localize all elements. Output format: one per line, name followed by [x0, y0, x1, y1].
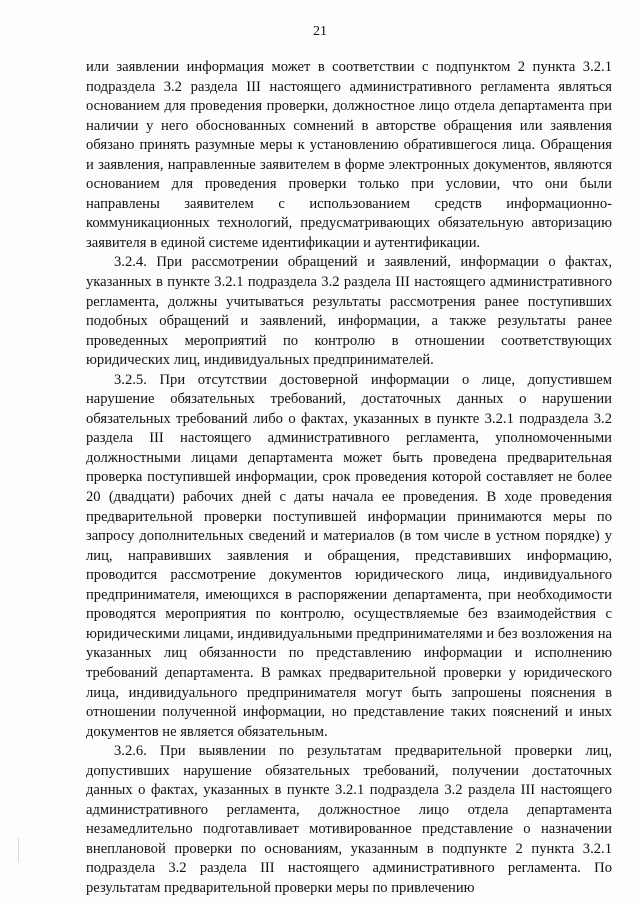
scan-margin-mark	[18, 838, 29, 862]
paragraph-clause-3-2-6: 3.2.6. При выявлении по результатам предварительной проверки лиц, допустивших нарушение обязательных требований, получении достаточных данных о фактах, указанных в пункте 3.2.1 подраздела 3.2 раздела III настоящего административного регламента, должностное лицо отдела департамента незамедлительно подготавливает мотивированное представление о назначении внеплановой проверки по основаниям, указанным в подпункте 2 пункта 3.2.1 подраздела 3.2 раздела III настоящего административного регламента. По результатам предварительной проверки меры по привлечению	[86, 743, 612, 896]
page-number: 21	[313, 24, 327, 39]
paragraph-clause-3-2-4: 3.2.4. При рассмотрении обращений и заявлений, информации о фактах, указанных в пункте 3.2.1 подраздела 3.2 раздела III настоящего административного регламента, должны учитываться результаты рассмотрения ранее поступивших подобных обращений и заявлений, информации, а также результаты ранее проведенных мероприятий по контролю в отношении соответствующих юридических лиц, индивидуальных предпринимателей.	[86, 254, 612, 369]
paragraph-clause-3-2-5: 3.2.5. При отсутствии достоверной информации о лице, допустившем нарушение обязательных требований, достаточных данных о нарушении обязательных требований либо о фактах, указанных в пункте 3.2.1 подраздела 3.2 раздела III настоящего административного регламента, уполномоченными должностными лицами департамента может быть проведена предварительная проверка поступившей информации, срок проведения которой составляет не более 20 (двадцати) рабочих дней с даты начала ее проведения. В ходе проведения предварительной проверки поступившей информации принимаются меры по запросу дополнительных сведений и материалов (в том числе в устном порядке) у лиц, направивших заявления и обращения, представивших информацию, проводится рассмотрение документов юридического лица, индивидуального предпринимателя, имеющихся в распоряжении департамента, при необходимости проводятся мероприятия по контролю, осуществляемые без взаимодействия с юридическими лицами, индивидуальными предпринимателями и без возложения на указанных лиц обязанности по представлению информации и исполнению требований департамента. В рамках предварительной проверки у юридического лица, индивидуального предпринимателя могут быть запрошены пояснения в отношении полученной информации, но представление таких пояснений и иных документов не является обязательным.	[86, 371, 612, 740]
document-body	[86, 58, 612, 899]
paragraph-continuation: или заявлении информация может в соответствии с подпунктом 2 пункта 3.2.1 подраздела 3.2 раздела III настоящего административного регламента являться основанием для проведения проверки, должностное лицо отдела департамента при наличии у него обоснованных сомнений в авторстве обращения или заявления обязано принять разумные меры к установлению обратившегося лица. Обращения и заявления, направленные заявителем в форме электронных документов, являются основанием для проведения проверки только при условии, что они были направлены заявителем с использованием средств информационно-коммуникационных технологий, предусматривающих обязательную авторизацию заявителя в единой системе идентификации и аутентификации.	[86, 59, 612, 251]
